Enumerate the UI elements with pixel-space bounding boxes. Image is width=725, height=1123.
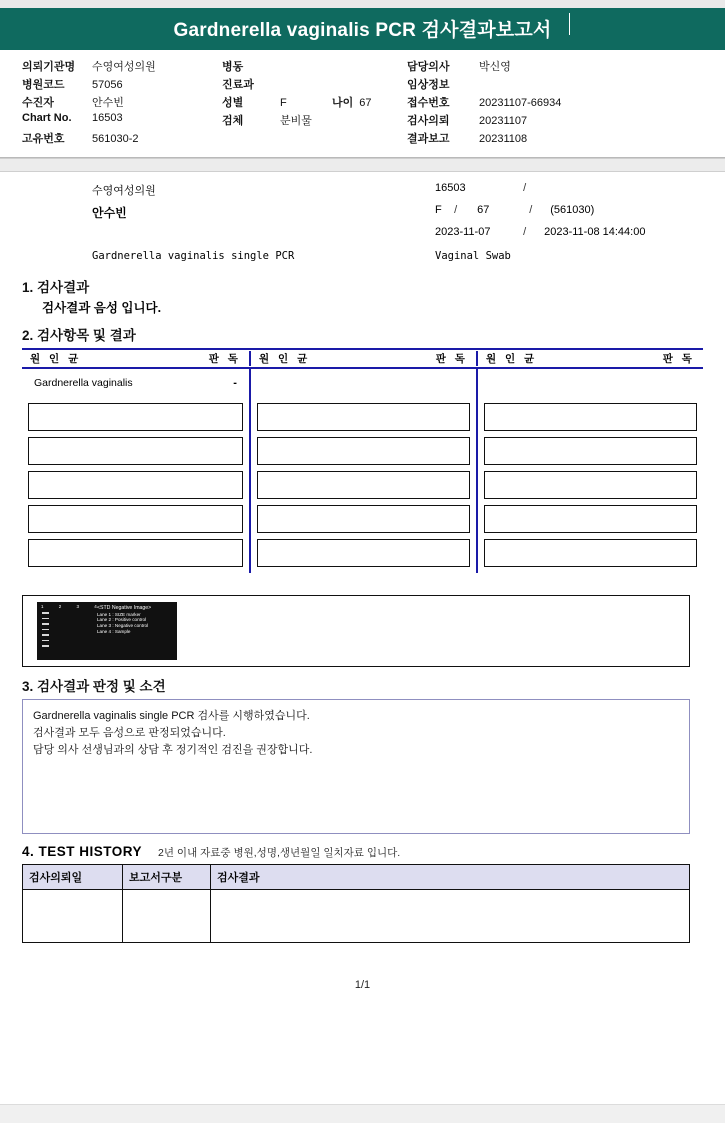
header-field-doctor	[407, 58, 677, 73]
value-age: 67	[359, 97, 372, 109]
value-report-date: 20231108	[479, 133, 528, 145]
comment-box	[22, 699, 690, 834]
table-row	[28, 505, 243, 533]
patient-header	[0, 50, 725, 151]
page-number: 1/1	[354, 979, 371, 991]
table-row	[484, 505, 697, 533]
table-row	[28, 437, 243, 465]
value-unique-no: 561030-2	[92, 133, 139, 145]
header-field-patient	[22, 94, 222, 109]
table-row	[257, 471, 470, 499]
label-hospital-code: 병원코드	[22, 79, 65, 91]
value-patient: 안수빈	[92, 97, 124, 109]
result-column-3	[476, 369, 703, 573]
echo-age: 67	[477, 204, 490, 216]
organism-result: -	[233, 377, 237, 389]
header-field-request-date	[407, 112, 677, 127]
header-field-unique-no	[22, 130, 222, 145]
table-row	[484, 437, 697, 465]
section4-note: 2년 이내 자료중 병원,성명,생년월일 일치자료 입니다.	[158, 847, 401, 859]
label-request-date: 검사의뢰	[407, 115, 450, 127]
echo-birth: (561030)	[550, 204, 595, 216]
label-unique-no: 고유번호	[22, 133, 65, 145]
table-row	[257, 369, 470, 397]
label-report-date: 결과보고	[407, 133, 450, 145]
report-title-banner	[0, 8, 725, 50]
table-row	[28, 539, 243, 567]
value-doctor: 박신영	[479, 61, 511, 73]
echo-chart-line	[435, 182, 526, 194]
value-sex: F	[280, 97, 287, 109]
value-clinic: 수영여성의원	[92, 61, 156, 73]
table-row	[23, 890, 689, 942]
table-row	[257, 437, 470, 465]
table-row	[28, 369, 243, 397]
header-field-accession-no	[407, 94, 677, 109]
header-column-2	[222, 58, 407, 145]
table-row	[257, 539, 470, 567]
gel-caption-line-1: Lane 1 : SIZE marker	[97, 611, 141, 617]
label-sex: 성별	[222, 97, 244, 109]
result-header-group-3	[476, 351, 703, 366]
label-doctor: 담당의사	[407, 61, 450, 73]
cell-request-date	[23, 890, 123, 942]
echo-sep-4: /	[523, 226, 527, 238]
section1-title: 1. 검사결과	[22, 280, 90, 295]
result-header-group-2	[249, 351, 476, 366]
label-chart-no: Chart No.	[22, 112, 72, 124]
test-history-table	[22, 864, 690, 943]
col-header-test-result: 검사결과	[211, 865, 689, 890]
col-header-request-date: 검사의뢰일	[23, 865, 123, 890]
echo-sep-1: /	[523, 182, 527, 194]
section4-title: 4. TEST HISTORY	[22, 844, 143, 859]
col-header-result-3: 판 독	[662, 353, 695, 365]
section3-title: 3. 검사결과 판정 및 소견	[22, 679, 166, 694]
table-row	[484, 403, 697, 431]
table-row	[257, 505, 470, 533]
echo-demographics	[435, 204, 594, 216]
window-bottom-strip	[0, 1104, 725, 1123]
cell-report-type	[123, 890, 211, 942]
label-specimen: 검체	[222, 115, 244, 127]
section2-title: 2. 검사항목 및 결과	[22, 328, 136, 343]
header-field-chart-no	[22, 112, 222, 127]
echo-sex: F	[435, 204, 442, 216]
col-header-result-2: 판 독	[435, 353, 468, 365]
header-field-clinic	[22, 58, 222, 73]
echo-chart-no: 16503	[435, 182, 466, 194]
grey-band	[0, 158, 725, 172]
label-ward: 병동	[222, 61, 244, 73]
gel-caption-title: <STD Negative Image>	[97, 605, 152, 611]
header-field-report-date	[407, 130, 677, 145]
label-clinical-info: 임상정보	[407, 79, 450, 91]
gel-caption-line-3: Lane 3 : Negative control	[97, 622, 149, 628]
table-row	[484, 539, 697, 567]
text-caret	[569, 13, 570, 35]
gel-electrophoresis-image	[37, 602, 177, 660]
gel-ladder-bands	[42, 612, 49, 651]
echo-sep-2: /	[454, 204, 458, 216]
result-table	[22, 348, 703, 573]
col-header-report-type: 보고서구분	[123, 865, 211, 890]
result-column-2	[249, 369, 476, 573]
comment-line-3: 담당 의사 선생님과의 상담 후 정기적인 검진을 권장합니다.	[33, 744, 313, 757]
table-row	[28, 471, 243, 499]
value-request-date: 20231107	[479, 115, 528, 127]
result-table-header	[22, 348, 703, 369]
cell-test-result	[211, 890, 689, 942]
value-accession-no: 20231107-66934	[479, 97, 562, 109]
col-header-organism-1: 원 인 균	[30, 353, 82, 365]
window-top-strip	[0, 0, 725, 8]
value-hospital-code: 57056	[92, 79, 123, 91]
value-specimen: 분비물	[280, 115, 312, 127]
header-column-3	[407, 58, 677, 145]
comment-line-1: Gardnerella vaginalis single PCR 검사를 시행하였습니다.	[33, 710, 310, 722]
gel-lane-numbers: 1 2 3 4	[41, 604, 104, 609]
gel-caption-line-4: Lane 4 : Sample	[97, 628, 131, 634]
echo-received-date: 2023-11-07	[435, 226, 491, 238]
table-row	[257, 403, 470, 431]
header-field-hospital-code	[22, 76, 222, 91]
value-chart-no: 16503	[92, 112, 123, 124]
table-row	[28, 403, 243, 431]
label-age: 나이	[332, 97, 354, 109]
comment-line-2: 검사결과 모두 음성으로 판정되었습니다.	[33, 727, 226, 740]
col-header-organism-2: 원 인 균	[258, 353, 311, 365]
label-patient: 수진자	[22, 97, 54, 109]
echo-report-datetime: 2023-11-08 14:44:00	[544, 226, 646, 238]
organism-name: Gardnerella vaginalis	[34, 377, 133, 389]
echo-patient-name: 안수빈	[92, 206, 127, 220]
label-clinic: 의뢰기관명	[22, 61, 76, 73]
test-history-header-row	[23, 865, 689, 890]
header-field-specimen	[222, 112, 407, 127]
result-column-1	[22, 369, 249, 573]
header-field-clinical-info	[407, 76, 677, 91]
col-header-result-1: 판 독	[208, 353, 241, 365]
table-row	[484, 369, 697, 397]
header-column-1	[22, 58, 222, 145]
table-row	[484, 471, 697, 499]
echo-specimen: Vaginal Swab	[435, 250, 511, 262]
page-title: Gardnerella vaginalis PCR 검사결과보고서	[173, 20, 552, 41]
label-accession-no: 접수번호	[407, 97, 450, 109]
label-department: 진료과	[222, 79, 254, 91]
echo-clinic: 수영여성의원	[92, 185, 156, 197]
patient-echo-block	[0, 172, 725, 268]
col-header-organism-3: 원 인 균	[485, 353, 538, 365]
section4-header	[22, 844, 725, 860]
result-table-body	[22, 369, 703, 573]
gel-image-frame	[22, 595, 690, 667]
header-field-department	[222, 76, 407, 91]
echo-sep-3: /	[529, 204, 533, 216]
gel-caption	[97, 605, 151, 634]
echo-test-name: Gardnerella vaginalis single PCR	[92, 250, 295, 262]
echo-dates	[435, 226, 645, 238]
result-header-group-1	[22, 351, 249, 366]
gel-caption-line-2: Lane 2 : Positive control	[97, 617, 147, 623]
header-field-ward	[222, 58, 407, 73]
header-field-sex-age	[222, 94, 407, 109]
section1-summary: 검사결과 음성 입니다.	[42, 301, 162, 315]
